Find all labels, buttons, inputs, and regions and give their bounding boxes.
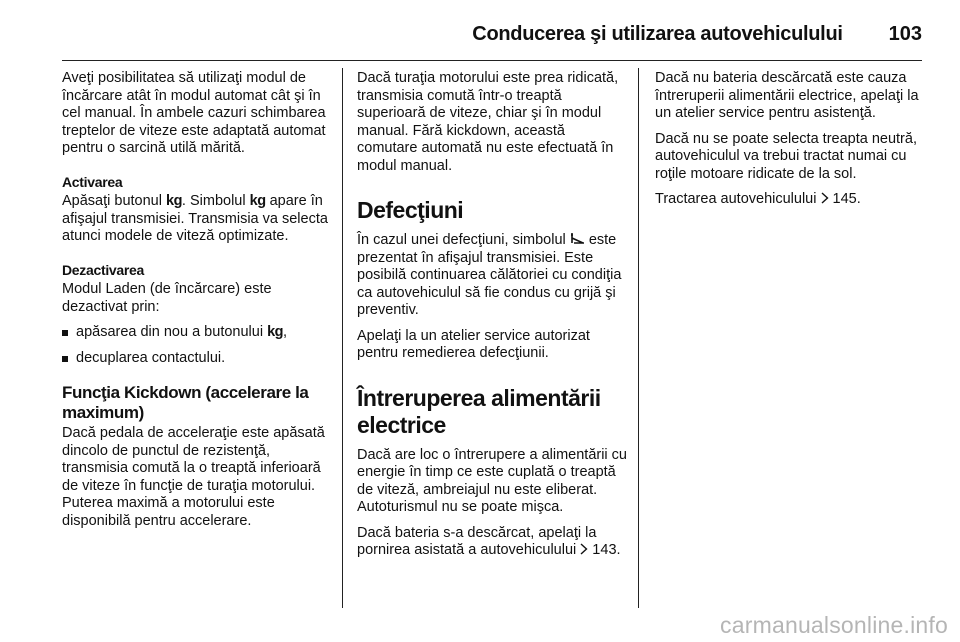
power-interruption-paragraph: Dacă are loc o întrerupere a alimentării cu energie în timp ce este cuplată o treaptă de viteză, ambreiajul nu este eliberat. Autoturismul nu se poate mişca.	[357, 446, 627, 515]
activation-paragraph	[62, 193, 332, 246]
kg-symbol: kg	[267, 324, 283, 340]
watermark: carmanualsonline.info	[720, 612, 948, 638]
deactivation-heading: Dezactivarea	[62, 261, 145, 278]
page-header	[0, 14, 922, 54]
activation-heading: Activarea	[62, 173, 123, 190]
column-1	[62, 70, 332, 538]
kickdown-paragraph: Dacă pedala de acceleraţie este apăsată dincolo de punctul de rezistenţă, transmisia comută la o treaptă inferioară de viteze în funcţie de turaţia motorului. Puterea maximă a motorului este disponibilă pentru accelerare.	[62, 425, 325, 529]
battery-text-b: 143.	[588, 542, 621, 558]
list-item	[62, 324, 332, 342]
column-divider-2	[638, 68, 639, 608]
faults-text-b: este prezentat în afişajul transmisiei. Este posibilă continuarea călătoriei cu condiţia ca autovehiculul să fie condus cu grijă şi preventiv.	[357, 232, 622, 318]
power-interruption-heading: Întreruperea alimentării electrice	[357, 384, 601, 438]
battery-paragraph	[357, 525, 629, 560]
kg-symbol: kg	[249, 193, 266, 209]
neutral-paragraph: Dacă nu se poate selecta treapta neutră, autovehiculul va trebui tractat numai cu roţile motoare ridicate de la sol.	[655, 130, 917, 182]
list-item-text	[76, 324, 287, 342]
column-divider-1	[342, 68, 343, 608]
battery-cause-paragraph: Dacă nu bateria descărcată este cauza întreruperii alimentării electrice, apelaţi la un atelier service pentru asistenţă.	[655, 70, 919, 121]
deactivation-paragraph: Modul Laden (de încărcare) este dezactivat prin:	[62, 281, 272, 315]
kg-symbol: kg	[166, 193, 182, 209]
activation-text-c: apare în afişajul transmisiei. Transmisia va selecta atunci modele de viteză optimizate.	[62, 193, 328, 244]
battery-text-a: Dacă bateria s-a descărcat, apelaţi la pornirea asistată a autovehiculului	[357, 524, 597, 558]
intro-paragraph: Aveţi posibilitatea să utilizaţi modul de încărcare atât în modul automat cât şi în cel manual. În ambele cazuri schimbarea treptelor de viteze este adaptată automat pentru o sarcină utilă mărită.	[62, 70, 326, 156]
activation-text-b: . Simbolul	[181, 193, 250, 209]
square-bullet-icon	[62, 356, 68, 362]
faults-heading: Defecţiuni	[357, 197, 464, 223]
page-number: 103	[888, 22, 922, 45]
list-item	[62, 350, 332, 368]
page-title: Conducerea şi utilizarea autovehiculului	[472, 22, 843, 45]
overspeed-paragraph: Dacă turaţia motorului este prea ridicată, transmisia comută într-o treaptă superioară de viteze, chiar şi în modul manual. Fără kickdown, această comutare automată nu este efectuată în modul manual.	[357, 70, 619, 174]
towing-text-b: 145.	[828, 191, 861, 207]
header-rule	[62, 60, 922, 61]
transmission-fault-icon	[570, 232, 585, 245]
column-3	[655, 70, 923, 217]
bullet-text-a: apăsarea din nou a butonului	[76, 324, 268, 340]
list-item-text: decuplarea contactului.	[76, 349, 226, 366]
service-paragraph: Apelaţi la un atelier service autorizat pentru remedierea defecţiunii.	[357, 327, 590, 361]
faults-paragraph	[357, 232, 629, 320]
square-bullet-icon	[62, 330, 68, 336]
column-2	[357, 70, 629, 568]
page-reference-icon	[821, 192, 829, 204]
activation-text-a: Apăsaţi butonul	[62, 193, 166, 209]
kickdown-heading: Funcţia Kickdown (accelerare la maximum)	[62, 383, 309, 422]
towing-paragraph	[655, 191, 923, 209]
faults-text-a: În cazul unei defecţiuni, simbolul	[357, 232, 570, 248]
towing-text-a: Tractarea autovehiculului	[655, 191, 821, 207]
bullet-text-b: ,	[283, 324, 288, 340]
